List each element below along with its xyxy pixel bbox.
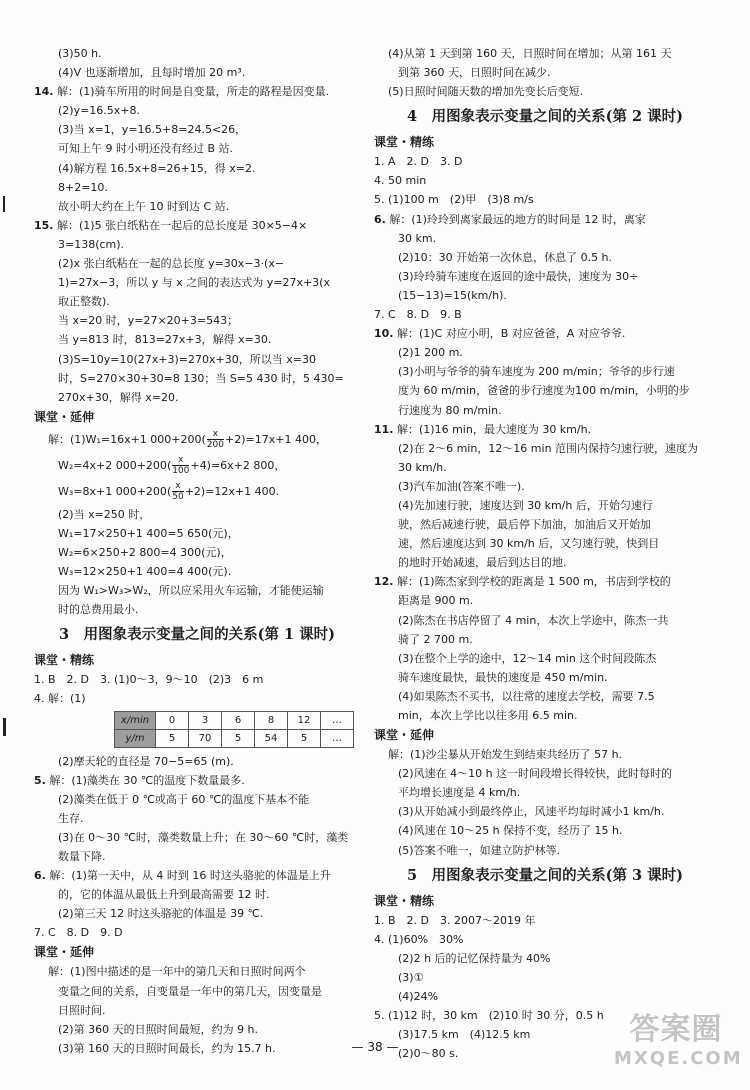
text-line: (3)17.5 km (4)12.5 km [398,1028,531,1042]
question-number: 6. [34,869,46,883]
table-header: y/m [115,729,156,747]
text-line: (2)摩天轮的直径是 70−5=65 (m). [58,754,234,768]
text-line: 4. 50 min [374,174,427,188]
table-row [115,711,354,729]
table-cell: 5 [222,729,255,747]
text-line: 1. A 2. D 3. D [374,155,463,169]
text-line: 7. C 8. D 9. B [374,308,462,322]
watermark-logo [614,1012,743,1080]
text-line [374,210,716,229]
value-table [114,711,354,748]
text-line: 30 km. [398,231,437,245]
text-line: (2)陈杰在书店停留了 4 min，本次上学途中，陈杰一共 [398,613,669,627]
text-content: 解：(1)16 min，最大速度为 30 km/h. [397,422,592,436]
text-line: 270x+30，解得 x=20. [58,390,179,404]
text-line: 距离是 900 m. [398,594,474,608]
table-cell: 70 [189,729,222,747]
binding-mark [3,718,6,736]
section-heading: 3 用图象表示变量之间的关系(第 1 课时) [59,626,335,644]
text-line: 驶，然后减速行驶，最后停下加油，加油后又开始加 [398,518,651,532]
question-number: 11. [374,422,394,436]
formula-line: W₃=8x+1 000+200( $\frac{x}{50}$ +2)=12x+1 400. [58,481,280,503]
question-number: 12. [374,575,394,589]
formula-part: 解：(1)W₁=16x+1 000+200 [48,432,202,446]
text-line: 30 km/h. [398,460,447,474]
text-line [34,216,360,235]
formula-line: 解：(1)W₁=16x+1 000+200( $\frac{x}{200}$ +2)=17x+1 400， [48,429,327,451]
formula-part: =12x+1 400. [205,484,280,498]
question-number: 15. [34,218,54,232]
text-line: W₃=12×250+1 400=4 400(元). [58,565,232,579]
fraction [172,455,189,476]
text-content: 解：(1)5 张白纸粘在一起后的总长度是 30×5−4× [57,218,308,232]
text-line: (2)藻类在低于 0 ℃或高于 60 ℃的温度下基本不能 [58,792,310,806]
text-line: (3)50 h. [58,47,102,60]
table-cell: … [321,711,354,729]
text-line: (3)小明与爷爷的骑车速度为 200 m/min；爷爷的步行速 [398,365,675,379]
text-line: 故小明大约在上午 10 时到达 C 站. [58,199,230,213]
table-cell: 8 [255,711,288,729]
fraction-denominator: 50 [172,492,184,503]
text-line: 变量之间的关系，自变量是一年中的第几天，因变量是 [58,984,322,998]
text-line: (3)S=10y=10(27x+3)=270x+30，所以当 x=30 [58,352,316,366]
text-line: W₂=6×250+2 800=4 300(元)， [58,545,232,559]
fraction-numerator: x [172,455,189,466]
text-line: (4)从第 1 天到第 160 天，日照时间在增加；从第 161 天 [388,47,672,60]
text-line: (3)在 0～30 ℃时，藻类数量上升；在 30～60 ℃时，藻类 [58,830,349,844]
text-line: (2)第 360 天的日照时间最短，约为 9 h. [58,1022,259,1036]
table-row [115,729,354,747]
text-content: 解：(1)骑车所用的时间是自变量，所走的路程是因变量. [57,85,330,99]
text-line: 4. (1)60% 30% [374,932,464,946]
text-line: (2)0～80 s. [398,1047,459,1061]
text-line: 8+2=10. [58,180,108,194]
text-line: 骑了 2 700 m. [398,632,473,646]
page-number: — 38 — [351,1040,399,1054]
text-line: 时的总费用最小. [58,603,139,617]
text-line: (4)24% [398,990,439,1004]
text-line: (4)先加速行驶，速度达到 30 km/h 后，开始匀速行 [398,498,653,512]
text-line: (4)如果陈杰不买书，以往常的速度去学校，需要 7.5 [398,689,655,703]
text-line: 1. B 2. D 3. 2007～2019 年 [374,913,536,927]
text-line: (2)y=16.5x+8. [58,104,141,118]
text-line: (2)x 张白纸粘在一起的总长度 y=30x−3·(x− [58,257,285,271]
subsection-heading: 课堂・延伸 [34,945,95,960]
table-cell: 5 [288,729,321,747]
formula-part: +4 [190,458,207,472]
subsection-heading: 课堂・精练 [34,653,95,668]
text-line: (15−13)=15(km/h). [398,288,507,302]
text-line: 取正整数). [58,295,110,309]
text-line: (4)解方程 16.5x+8=26+15，得 x=2. [58,161,256,175]
formula-part: =17x+1 400， [245,432,327,446]
formula-part: +2 [225,432,242,446]
text-line: (3)当 x=1，y=16.5+8=24.5<26， [58,123,247,137]
text-line: (2)当 x=250 时， [58,507,151,521]
text-line: (2)风速在 4～10 h 这一时间段增长得较快，此时每时的 [398,767,673,781]
text-line [34,866,360,885]
text-line: 平均增长速度是 4 km/h. [398,786,521,800]
watermark-text: 答案圈 [629,1012,723,1047]
text-line [34,82,360,101]
text-line [374,324,716,343]
text-line: 当 x=20 时，y=27×20+3=543； [58,314,239,328]
text-line: 生存. [58,811,84,825]
fraction-numerator: x [207,429,224,440]
text-content: 解：(1)玲玲到离家最远的地方的时间是 12 时，离家 [389,212,646,226]
text-content: 解：(1)陈杰家到学校的距离是 1 500 m，书店到学校的 [397,575,671,589]
text-line: 1. B 2. D 3. (1)0～3，9～10 (2)3 6 m [34,673,264,687]
table-cell: 54 [255,729,288,747]
table-header: x/min [115,711,156,729]
watermark-site: MXQE.COM [614,1048,743,1069]
text-content: 解：(1)C 对应小明，B 对应爸爸，A 对应爷爷. [397,327,626,341]
formula-part: W₂=4x+2 000+200 [58,458,167,472]
right-column [374,44,716,1063]
text-line: (3)玲玲骑车速度在返回的途中最快，速度为 30÷ [398,269,639,283]
text-line: 时，S=270×30+30=8 130；当 S=5 430 时，5 430= [58,371,344,385]
text-line [34,771,360,790]
text-line: 行速度为 80 m/min. [398,403,502,417]
text-line: (2)在 2～6 min，12～16 min 范围内保持匀速行驶，速度为 [398,441,699,455]
subsection-heading: 课堂・精练 [374,893,435,908]
text-line: (5)答案不唯一，如建立防护林等. [398,843,561,857]
text-line: min，本次上学比以往多用 6.5 min. [398,709,578,722]
fraction-denominator: 200 [206,440,224,451]
binding-mark [3,196,5,212]
text-line: (2)10：30 开始第一次休息，休息了 0.5 h. [398,250,613,264]
text-content: 解：(1)第一天中，从 4 时到 16 时这头骆驼的体温是上升 [49,869,331,883]
fraction [172,481,183,502]
question-number: 6. [374,212,386,226]
formula-part: =6x+2 800， [210,458,286,472]
text-line: 日照时间. [58,1003,106,1017]
question-number: 14. [34,85,54,99]
text-line: (3)从开始减小到最终停止，风速平均每时减小1 km/h. [398,805,665,819]
text-line: 可知上午 9 时小明还没有经过 B 站. [58,142,234,156]
text-line: W₁=17×250+1 400=5 650(元)， [58,526,239,540]
text-line: 解：(1)沙尘暴从开始发生到结束共经历了 57 h. [388,748,623,762]
text-line: (4)V 也逐渐增加，且每时增加 20 m³. [58,66,246,80]
question-number: 10. [374,327,394,341]
text-line: 3=138(cm). [58,237,125,251]
text-line: 解：(1)图中描述的是一年中的第几天和日照时间两个 [48,965,306,979]
text-line: 1)=27x−3，所以 y 与 x 之间的表达式为 y=27x+3(x [58,276,330,290]
text-line: 骑车速度最快，最快的速度是 450 m/min. [398,670,608,684]
subsection-heading: 课堂・延伸 [34,409,95,424]
left-column [34,44,360,1058]
table-cell: 12 [288,711,321,729]
subsection-heading: 课堂・精练 [374,135,435,150]
section-heading: 5 用图象表示变量之间的关系(第 3 课时) [407,866,683,884]
table-cell: 3 [189,711,222,729]
text-line: 速，然后速度达到 30 km/h 后，又匀速行驶，快到目 [398,537,660,551]
value-table-wrap [34,711,360,748]
text-line: (3)第 160 天的日照时间最长，约为 15.7 h. [58,1041,276,1055]
text-line: (2)第三天 12 时这头骆驼的体温是 39 ℃. [58,907,264,921]
formula-part: W₃=8x+1 000+200 [58,484,167,498]
text-line: (3)汽车加油(答案不唯一). [398,479,525,493]
table-cell: 6 [222,711,255,729]
fraction [207,429,224,450]
text-line: 5. (1)100 m (2)甲 (3)8 m/s [374,193,534,207]
text-line: 7. C 8. D 9. D [34,926,123,940]
fraction-denominator: 100 [172,466,190,477]
text-line: (5)日照时间随天数的增加先变长后变短. [388,85,584,99]
fraction-numerator: x [172,481,183,492]
text-line: 因为 W₁>W₃>W₂，所以应采用火车运输，才能使运输 [58,584,324,598]
text-line: 度为 60 m/min，爸爸的步行速度为100 m/min，小明的步 [398,384,690,398]
text-line: 的地时开始减速，最后到达目的地. [398,556,567,570]
table-cell: 0 [156,711,189,729]
text-line: 到第 360 天，日照时间在减少. [398,66,551,80]
table-cell: … [321,729,354,747]
text-line [374,572,716,591]
text-line: (2)1 200 m. [398,346,463,360]
text-line: (2)2 h 后的记忆保持量为 40% [398,951,551,965]
text-line: 4. 解：(1) [34,692,86,706]
text-content: 解：(1)藻类在 30 ℃的温度下数量最多. [49,773,245,787]
text-line: (3)① [398,970,424,984]
text-line: 5. (1)12 时，30 km (2)10 时 30 分，0.5 h [374,1009,604,1023]
section-heading: 4 用图象表示变量之间的关系(第 2 课时) [407,108,683,126]
text-line: (4)风速在 10～25 h 保持不变，经历了 15 h. [398,824,623,838]
text-line: 的，它的体温从最低上升到最高需要 12 时. [58,888,270,902]
table-cell: 5 [156,729,189,747]
text-line: 数量下降. [58,850,106,863]
formula-line: W₂=4x+2 000+200( $\frac{x}{100}$ +4)=6x+2 800， [58,455,286,477]
question-number: 5. [34,773,46,787]
formula-part: +2 [184,484,201,498]
subsection-heading: 课堂・延伸 [374,728,435,743]
text-line [374,420,716,439]
text-line: (3)在整个上学的途中，12～14 min 这个时间段陈杰 [398,651,657,665]
text-line: 当 y=813 时，813=27x+3，解得 x=30. [58,333,272,347]
